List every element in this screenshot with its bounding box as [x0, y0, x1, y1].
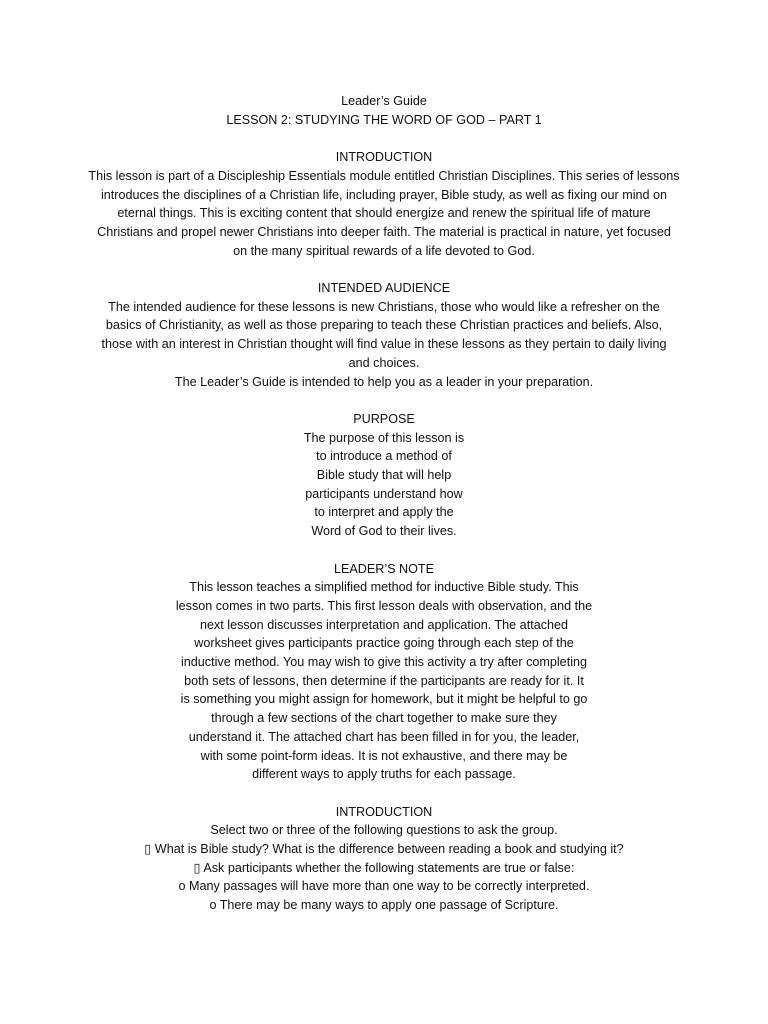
audience-heading: INTENDED AUDIENCE [317, 281, 451, 295]
purpose-paragraph [0, 429, 768, 541]
list-item: ▯ What is Bible study? What is the difference between reading a book and studying it? [144, 842, 624, 857]
paragraph-line: is something you might assign for homework, but it might be helpful to go [180, 692, 588, 707]
lesson-title: LESSON 2: STUDYING THE WORD OF GOD – PART 1 [226, 112, 542, 127]
paragraph-line: eternal things. This is exciting content that should energize and renew the spiritual life of mature [117, 206, 651, 221]
audience-paragraph [0, 298, 768, 392]
paragraph-line: different ways to apply truths for each passage. [252, 767, 516, 782]
paragraph-line: Select two or three of the following questions to ask the group. [210, 823, 558, 838]
paragraph-line: This lesson teaches a simplified method for inductive Bible study. This [189, 580, 579, 595]
paragraph-line: those with an interest in Christian thought will find value in these lessons as they pertain to daily living [101, 337, 667, 352]
leaders-note-paragraph [0, 578, 768, 784]
leaders-note-heading: LEADER’S NOTE [333, 561, 435, 576]
paragraph-line: Word of God to their lives. [311, 524, 457, 539]
introduction-paragraph [0, 167, 768, 261]
purpose-heading: PURPOSE [353, 411, 415, 426]
paragraph-line: The Leader’s Guide is intended to help you as a leader in your preparation. [174, 374, 594, 389]
paragraph-line: The intended audience for these lessons is new Christians, those who would like a refresher on the [108, 299, 660, 314]
sub-list-item: o There may be many ways to apply one passage of Scripture. [209, 898, 559, 913]
spacer [0, 391, 768, 410]
introduction-heading: INTRODUCTION [335, 150, 433, 165]
paragraph-line: to interpret and apply the [314, 505, 454, 520]
document-title: Leader’s Guide [341, 94, 427, 108]
list-item: ▯ Ask participants whether the following statements are true or false: [193, 860, 575, 875]
paragraph-line: on the many spiritual rewards of a life devoted to God. [233, 243, 535, 258]
paragraph-line: lesson comes in two parts. This first lesson deals with observation, and the [175, 598, 593, 613]
paragraph-line: both sets of lessons, then determine if the participants are ready for it. It [184, 673, 584, 688]
paragraph-line: basics of Christianity, as well as those preparing to teach these Christian practices and beliefs. Also, [105, 318, 663, 333]
sub-list-item: o Many passages will have more than one way to be correctly interpreted. [178, 879, 590, 894]
paragraph-line: Christians and propel newer Christians into deeper faith. The material is practical in nature, yet focused [97, 224, 671, 239]
document-page [0, 92, 768, 915]
paragraph-line: through a few sections of the chart together to make sure they [211, 711, 557, 726]
paragraph-line: participants understand how [305, 486, 463, 501]
introduction2-list [0, 821, 768, 915]
paragraph-line: Bible study that will help [316, 468, 452, 483]
spacer [0, 784, 768, 803]
spacer [0, 129, 768, 148]
introduction2-heading: INTRODUCTION [335, 804, 433, 819]
paragraph-line: understand it. The attached chart has been filled in for you, the leader, [188, 729, 580, 744]
spacer [0, 260, 768, 279]
paragraph-line: This lesson is part of a Discipleship Essentials module entitled Christian Disciplines. This series of lessons [88, 168, 680, 183]
paragraph-line: to introduce a method of [316, 449, 452, 464]
spacer [0, 541, 768, 560]
paragraph-line: with some point-form ideas. It is not exhaustive, and there may be [200, 748, 568, 763]
paragraph-line: and choices. [348, 355, 420, 370]
paragraph-line: next lesson discusses interpretation and application. The attached [199, 617, 569, 632]
paragraph-line: The purpose of this lesson is [303, 430, 465, 445]
paragraph-line: introduces the disciplines of a Christian life, including prayer, Bible study, as well as fixing our mind on [100, 187, 668, 202]
paragraph-line: inductive method. You may wish to give this activity a try after completing [181, 655, 587, 670]
paragraph-line: worksheet gives participants practice going through each step of the [194, 636, 574, 651]
